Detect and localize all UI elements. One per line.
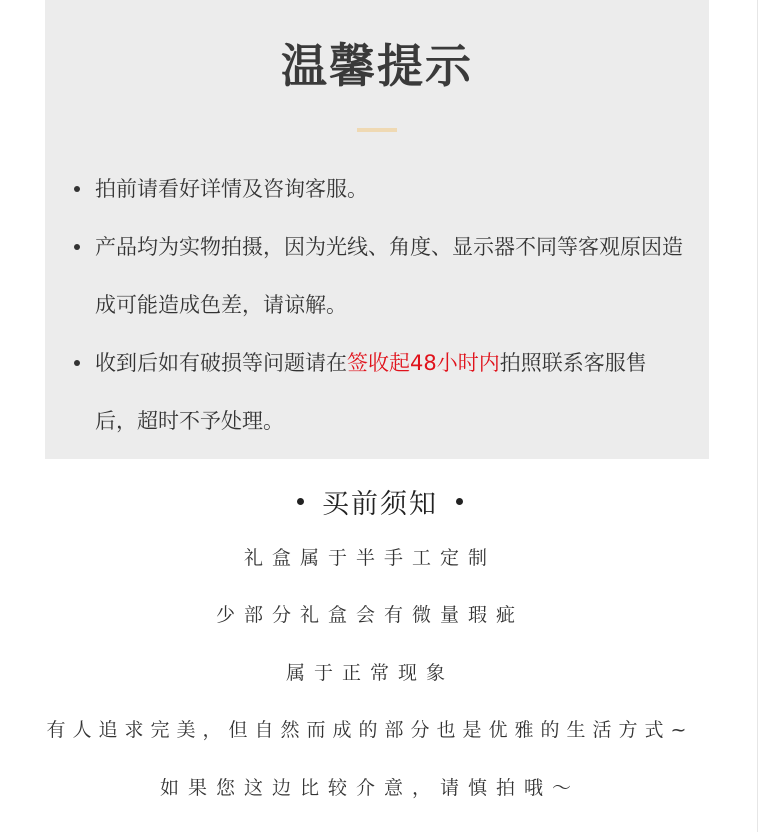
notice-item-text-after: 拍照联系客服售后，超时不予处理。 <box>95 351 647 433</box>
heading-dot-icon <box>456 498 463 505</box>
note-line-normal: 属于正常现象 <box>285 662 454 684</box>
notice-title: 温馨提示 <box>281 39 473 93</box>
notice-item-damage-claim <box>45 334 709 450</box>
title-divider <box>357 128 397 132</box>
notice-item-consult <box>45 160 709 218</box>
bullet-dot-icon <box>74 360 80 366</box>
note-line-caution: 如果您这边比较介意，请慎拍哦～ <box>159 777 580 799</box>
warm-notice-panel <box>45 0 709 459</box>
buying-notes-title: 买前须知 <box>322 488 438 520</box>
claim-deadline-highlight: 签收起48小时内 <box>347 351 500 375</box>
note-line-minor-flaws: 少部分礼盒会有微量瑕疵 <box>215 604 524 626</box>
notice-item-text: 拍前请看好详情及咨询客服。 <box>95 177 368 201</box>
notice-item-color-difference <box>45 218 709 334</box>
note-line-perfection: 有人追求完美，但自然而成的部分也是优雅的生活方式~ <box>46 719 694 741</box>
bullet-dot-icon <box>74 244 80 250</box>
note-line-handmade: 礼盒属于半手工定制 <box>243 547 496 569</box>
notice-item-text: 产品均为实物拍摄，因为光线、角度、显示器不同等客观原因造成可能造成色差，请谅解。 <box>95 235 683 317</box>
notice-item-text-before: 收到后如有破损等问题请在 <box>95 351 347 375</box>
page-edge-divider <box>757 0 758 832</box>
heading-dot-icon <box>297 498 304 505</box>
bullet-dot-icon <box>74 186 80 192</box>
notice-list <box>45 160 709 450</box>
buying-notes-heading <box>0 476 760 526</box>
